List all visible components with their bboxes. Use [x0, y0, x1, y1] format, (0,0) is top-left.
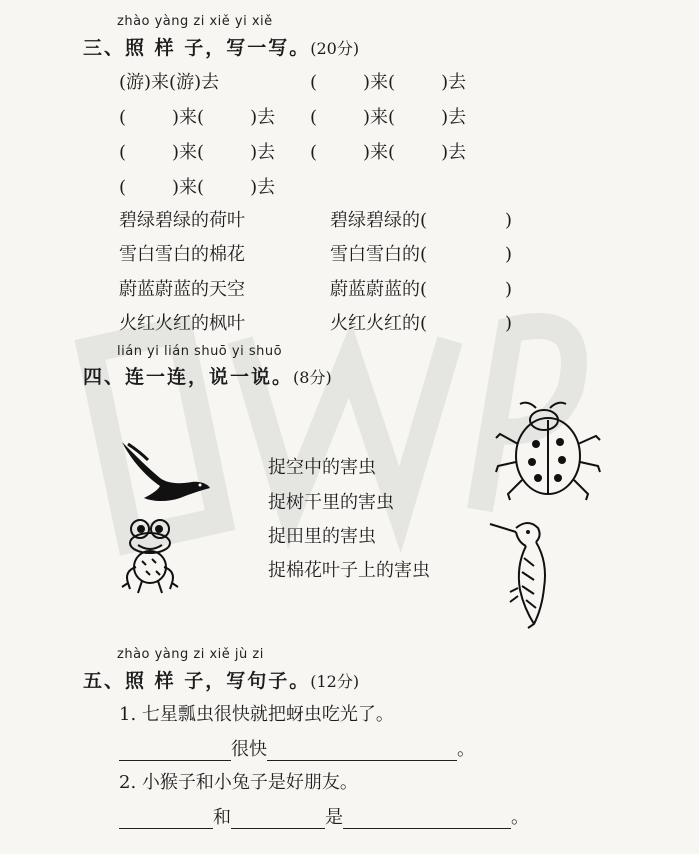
blank-pattern-row[interactable] — [310, 103, 466, 129]
answer-blank[interactable] — [231, 810, 325, 829]
blank-pattern-row[interactable] — [310, 138, 466, 164]
answer-blank[interactable] — [119, 810, 213, 829]
sentence-blank-2[interactable] — [119, 803, 529, 829]
pattern-text: )来( — [363, 107, 396, 128]
match-item[interactable]: 捉棉花叶子上的害虫 — [268, 560, 430, 581]
frog-icon[interactable] — [118, 515, 184, 595]
phrase-stem: 火红火红的( — [330, 313, 428, 334]
pattern-text: )来( — [363, 72, 396, 93]
phrase-blank[interactable] — [330, 206, 512, 232]
swallow-icon[interactable] — [118, 438, 214, 510]
key-word: 和 — [213, 807, 231, 828]
pattern-text: ( — [119, 142, 127, 163]
section3-pinyin: zhào yàng zi xiě yi xiě — [117, 14, 273, 29]
answer-blank[interactable] — [343, 810, 511, 829]
pattern-text: )去 — [250, 142, 276, 163]
pattern-text: )去 — [250, 107, 276, 128]
match-item[interactable]: 捉空中的害虫 — [268, 457, 376, 478]
phrase-example: 火红火红的枫叶 — [119, 313, 245, 334]
phrase-blank[interactable] — [330, 309, 512, 335]
sentence-blank-1[interactable] — [119, 735, 475, 761]
close-paren: ) — [505, 279, 513, 300]
pattern-text: )去 — [250, 177, 276, 198]
blank-pattern-row[interactable] — [119, 173, 275, 199]
section5-pinyin: zhào yàng zi xiě jù zi — [117, 647, 264, 662]
section4-pinyin: lián yi lián shuō yi shuō — [117, 344, 283, 359]
section4-title — [83, 362, 332, 389]
section4-score: (8分) — [293, 368, 332, 387]
close-paren: ) — [505, 313, 513, 334]
pattern-text: )来( — [172, 177, 205, 198]
phrase-example: 雪白雪白的棉花 — [119, 244, 245, 265]
pattern-text: )来( — [363, 142, 396, 163]
close-paren: ) — [505, 244, 513, 265]
key-word: 是 — [325, 807, 343, 828]
phrase-example: 蔚蓝蔚蓝的天空 — [119, 279, 245, 300]
blank-pattern-row[interactable] — [310, 68, 466, 94]
phrase-stem: 蔚蓝蔚蓝的( — [330, 279, 428, 300]
pattern-text: )来( — [172, 107, 205, 128]
section4-title-text: 四、连一连，说一说。 — [83, 366, 294, 388]
pattern-text: ( — [310, 107, 318, 128]
section5-title-text: 五、照 样 子，写句子。 — [83, 670, 311, 692]
phrase-stem: 雪白雪白的( — [330, 244, 428, 265]
pattern-text: ( — [310, 142, 318, 163]
section3-title — [83, 33, 359, 60]
section5-score: (12分) — [310, 672, 360, 691]
match-item[interactable]: 捉树干里的害虫 — [268, 492, 394, 513]
pattern-text: ( — [310, 72, 318, 93]
sentence-example-2: 2. 小猴子和小兔子是好朋友。 — [119, 772, 358, 793]
pattern-text: ( — [119, 177, 127, 198]
section3-title-text: 三、照 样 子，写一写。 — [83, 37, 311, 59]
pattern-text: )来( — [172, 142, 205, 163]
close-paren: ) — [505, 210, 513, 231]
ladybug-icon[interactable] — [492, 398, 604, 506]
sentence-example-1: 1. 七星瓢虫很快就把蚜虫吃光了。 — [119, 704, 394, 725]
blank-pattern-row[interactable] — [119, 138, 275, 164]
section5-title — [83, 666, 359, 693]
phrase-blank[interactable] — [330, 240, 512, 266]
woodpecker-icon[interactable] — [488, 518, 560, 630]
end-mark: 。 — [511, 807, 529, 828]
pattern-text: )去 — [441, 72, 467, 93]
blank-pattern-row[interactable] — [119, 103, 275, 129]
section3-score: (20分) — [310, 39, 360, 58]
pattern-text: )去 — [441, 142, 467, 163]
match-item[interactable]: 捉田里的害虫 — [268, 526, 376, 547]
end-mark: 。 — [457, 739, 475, 760]
pattern-text: )去 — [441, 107, 467, 128]
example-pattern: (游)来(游)去 — [119, 72, 220, 93]
key-word: 很快 — [231, 739, 267, 760]
phrase-example: 碧绿碧绿的荷叶 — [119, 210, 245, 231]
answer-blank[interactable] — [267, 742, 457, 761]
phrase-blank[interactable] — [330, 275, 512, 301]
answer-blank[interactable] — [119, 742, 231, 761]
phrase-stem: 碧绿碧绿的( — [330, 210, 428, 231]
pattern-text: ( — [119, 107, 127, 128]
